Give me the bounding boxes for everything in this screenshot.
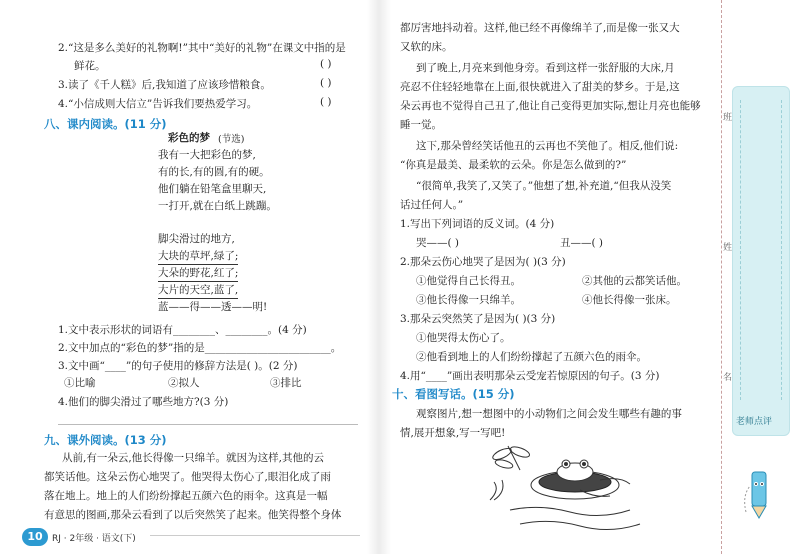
right-q1: 1.写出下列词语的反义词。(4 分) [400, 218, 555, 230]
story-right-8: “你真是最美、最柔软的云朵。你是怎么做到的?” [400, 159, 627, 171]
story-right-10: 话过任何人。” [400, 199, 464, 211]
poem-line-1: 我有一大把彩色的梦, [158, 149, 256, 161]
story-right-7: 这下,那朵曾经笑话他丑的云再也不笑他了。相反,他们说: [416, 140, 679, 152]
poem-line-2: 有的长,有的圆,有的硬。 [158, 166, 270, 178]
right-q2-opt-3[interactable]: ③他长得像一只绵羊。 [416, 294, 521, 306]
pencil-mascot-icon [740, 466, 776, 522]
reading-q3: 3.文中画“____”的句子使用的修辞方法是( )。(2 分) [58, 360, 298, 372]
right-q1-item-2[interactable]: 丑——( ) [560, 237, 604, 249]
right-q2-opt-1[interactable]: ①他觉得自己长得丑。 [416, 275, 521, 287]
right-q1-item-1[interactable]: 哭——( ) [416, 237, 460, 249]
story-right-6: 睡一觉。 [400, 119, 442, 131]
right-q2-opt-4[interactable]: ④他长得像一张床。 [582, 294, 677, 306]
left-q4-text: 4.“小信成则大信立”告诉我们要热爱学习。 [58, 98, 258, 110]
right-q4: 4.用“____”画出表明那朵云受宠若惊原因的句子。(3 分) [400, 370, 660, 382]
cut-line [721, 0, 722, 554]
poem-subtitle: (节选) [218, 134, 245, 145]
section-10-title: 十、看图写话。(15 分) [392, 387, 515, 401]
left-q3-answer-paren[interactable]: ( ) [320, 77, 332, 89]
story-right-1: 都厉害地抖动着。这样,他已经不再像绵羊了,而是像一张又大 [400, 22, 680, 34]
pond-illustration [480, 440, 660, 540]
teacher-comment-lines [740, 100, 782, 400]
poem-line-9: 蓝——得——透——明! [158, 301, 268, 313]
poem-line-7: 大朵的野花,红了; [158, 265, 238, 282]
story-left-1: 从前,有一朵云,他长得像一只绵羊。就因为这样,其他的云 [62, 452, 325, 464]
reading-q1: 1.文中表示形状的词语有________、________。(4 分) [58, 324, 307, 336]
section-9-title: 九、课外阅读。(13 分) [44, 433, 167, 447]
poem-line-5: 脚尖滑过的地方, [158, 233, 235, 245]
poem-line-3: 他们躺在铅笔盒里聊天, [158, 183, 267, 195]
sidebar-char-class: 班 [723, 113, 733, 123]
poem-title: 彩色的梦 [168, 132, 210, 144]
poem-line-8: 大片的天空,蓝了, [158, 282, 238, 299]
section-8-title: 八、课内阅读。(11 分) [44, 117, 167, 131]
story-right-2: 又软的床。 [400, 41, 453, 53]
reading-q3-opt-2[interactable]: ②拟人 [168, 377, 200, 389]
story-left-4: 有意思的图画,那朵云看到了以后突然笑了起来。他笑得整个身体 [44, 509, 342, 521]
left-q2-cont: 鲜花。 [74, 60, 106, 72]
reading-q4: 4.他们的脚尖滑过了哪些地方?(3 分) [58, 396, 229, 408]
left-q2-text: 2.“这是多么美好的礼物啊!”其中“美好的礼物”在课文中指的是 [58, 42, 346, 54]
left-q4-answer-paren[interactable]: ( ) [320, 96, 332, 108]
page-fold [367, 0, 391, 554]
reading-q2: 2.文中加点的“彩色的梦”指的是________________________。 [58, 342, 342, 354]
right-q3-opt-1[interactable]: ①他哭得太伤心了。 [416, 332, 511, 344]
page-label: RJ · 2年级 · 语文(下) [52, 534, 136, 544]
bottom-rule [150, 535, 360, 536]
reading-q3-opt-1[interactable]: ①比喻 [64, 377, 96, 389]
story-right-3: 到了晚上,月亮来到他身旁。看到这样一张舒服的大床,月 [416, 62, 675, 74]
left-q3-text: 3.读了《千人糕》后,我知道了应该珍惜粮食。 [58, 79, 271, 91]
writing-prompt-1: 观察图片,想一想图中的小动物们之间会发生哪些有趣的事 [416, 408, 682, 420]
story-right-5: 朵云再也不觉得自己丑了,他让自己变得更加实际,想让月亮也能够 [400, 100, 701, 112]
teacher-comment-tag: 老师点评 [736, 417, 773, 427]
page-number-badge: 10 [22, 528, 48, 546]
reading-q3-opt-3[interactable]: ③排比 [270, 377, 302, 389]
poem-line-6: 大块的草坪,绿了; [158, 248, 238, 265]
left-q2-answer-paren[interactable]: ( ) [320, 58, 332, 70]
sidebar-char-name: 名 [723, 373, 733, 383]
story-right-9: “很简单,我笑了,又笑了。”他想了想,补充道,“但我从没笑 [416, 180, 672, 192]
right-q2-opt-2[interactable]: ②其他的云都笑话他。 [582, 275, 687, 287]
story-left-3: 落在地上。地上的人们纷纷撑起五颜六色的雨伞。这真是一幅 [44, 490, 328, 502]
sidebar-char-surname: 姓 [723, 243, 733, 253]
right-q3-opt-2[interactable]: ②他看到地上的人们纷纷撑起了五颜六色的雨伞。 [416, 351, 647, 363]
right-q2: 2.那朵云伤心地哭了是因为( )(3 分) [400, 256, 566, 268]
answer-line[interactable] [58, 424, 358, 425]
writing-prompt-2: 情,展开想象,写一写吧! [400, 427, 506, 439]
story-right-4: 亮忍不住轻轻地靠在上面,很快就进入了甜美的梦乡。于是,这 [400, 81, 680, 93]
poem-line-4: 一打开,就在白纸上跳蹦。 [158, 200, 277, 212]
story-left-2: 都笑话他。这朵云伤心地哭了。他哭得太伤心了,眼泪化成了雨 [44, 471, 331, 483]
right-q3: 3.那朵云突然笑了是因为( )(3 分) [400, 313, 556, 325]
